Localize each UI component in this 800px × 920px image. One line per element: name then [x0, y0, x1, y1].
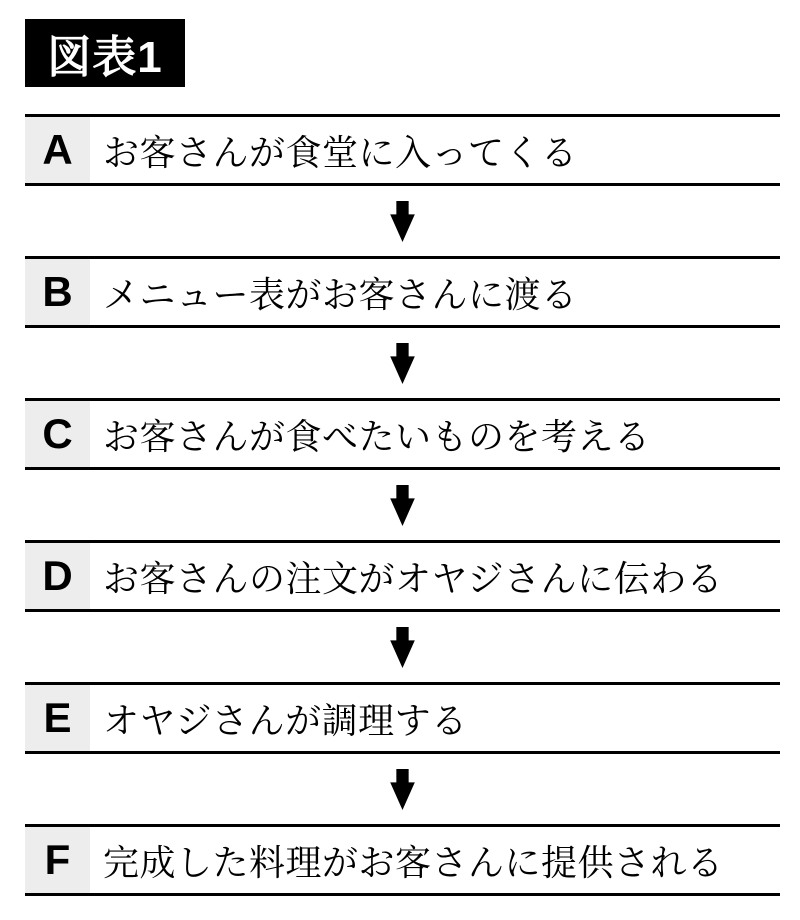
step-text: メニュー表がお客さんに渡る	[103, 273, 578, 315]
flow-step-c	[25, 398, 780, 470]
step-text: オヤジさんが調理する	[103, 699, 468, 741]
step-letter-badge: F	[25, 827, 90, 893]
figure-title-badge	[25, 19, 185, 87]
down-arrow-icon	[390, 485, 415, 526]
step-text: お客さんが食べたいものを考える	[103, 415, 651, 457]
step-letter-badge: E	[25, 685, 90, 751]
flow-step-b	[25, 256, 780, 328]
flow-connector	[25, 470, 780, 540]
down-arrow-icon	[390, 201, 415, 242]
step-letter-badge: D	[25, 543, 90, 609]
flow-connector	[25, 328, 780, 398]
flow-connector	[25, 612, 780, 682]
down-arrow-icon	[390, 627, 415, 668]
flow-step-d	[25, 540, 780, 612]
step-text: 完成した料理がお客さんに提供される	[103, 841, 724, 883]
step-letter-badge: B	[25, 259, 90, 325]
step-letter-badge: A	[25, 117, 90, 183]
flow-step-f	[25, 824, 780, 896]
flow-step-e	[25, 682, 780, 754]
down-arrow-icon	[390, 769, 415, 810]
flowchart	[25, 114, 780, 896]
flow-connector	[25, 754, 780, 824]
figure-title: 図表1	[47, 33, 163, 82]
step-text: お客さんが食堂に入ってくる	[103, 131, 578, 173]
flow-step-a	[25, 114, 780, 186]
flow-connector	[25, 186, 780, 256]
step-text: お客さんの注文がオヤジさんに伝わる	[103, 557, 724, 599]
step-letter-badge: C	[25, 401, 90, 467]
down-arrow-icon	[390, 343, 415, 384]
